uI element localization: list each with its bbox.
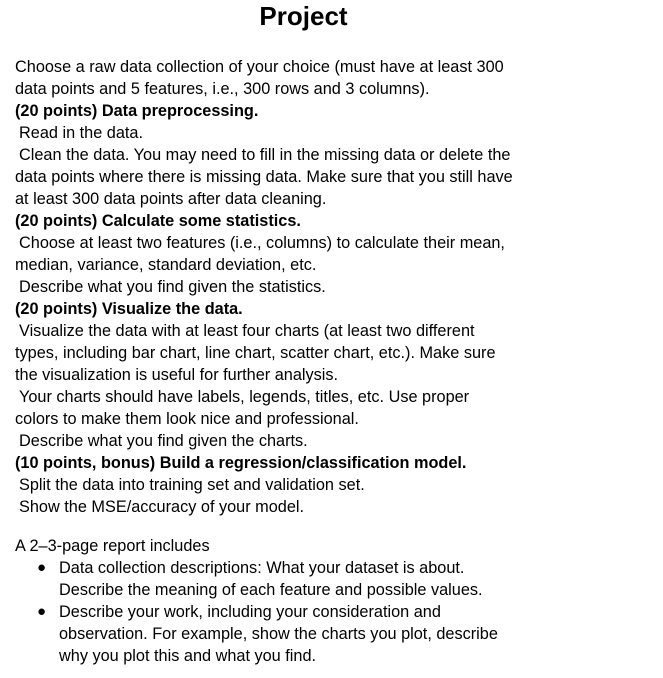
section-line: Choose at least two features (i.e., columns) to calculate their mean, bbox=[19, 234, 505, 252]
bullet-line: why you plot this and what you find. bbox=[59, 647, 317, 665]
section-line: Describe what you find given the charts. bbox=[19, 432, 308, 450]
bullet-line: Describe your work, including your consideration and bbox=[59, 603, 441, 621]
section-line: Your charts should have labels, legends, titles, etc. Use proper bbox=[19, 388, 470, 406]
section-line: Split the data into training set and validation set. bbox=[19, 476, 365, 494]
intro-line: Choose a raw data collection of your choice (must have at least 300 bbox=[15, 58, 504, 76]
bullet-line: observation. For example, show the charts you plot, describe bbox=[59, 625, 498, 643]
section-line: the visualization is useful for further analysis. bbox=[15, 366, 339, 384]
page-title: Project bbox=[259, 1, 348, 31]
section-line: colors to make them look nice and professional. bbox=[15, 410, 359, 428]
section-line: Describe what you find given the statistics. bbox=[19, 278, 326, 296]
document-body bbox=[15, 56, 615, 667]
section-line: Clean the data. You may need to fill in the missing data or delete the bbox=[19, 146, 511, 164]
section-heading-statistics: (20 points) Calculate some statistics. bbox=[15, 212, 301, 230]
bullet-icon: ● bbox=[37, 603, 47, 620]
section-line: data points where there is missing data. Make sure that you still have bbox=[15, 168, 513, 186]
section-line: Visualize the data with at least four charts (at least two different bbox=[19, 322, 475, 340]
report-bullet-list bbox=[15, 557, 615, 667]
report-heading: A 2–3-page report includes bbox=[15, 537, 210, 555]
section-heading-model: (10 points, bonus) Build a regression/classification model. bbox=[15, 454, 467, 472]
section-line: Show the MSE/accuracy of your model. bbox=[19, 498, 305, 516]
list-item bbox=[15, 601, 615, 667]
section-heading-preprocessing: (20 points) Data preprocessing. bbox=[15, 102, 259, 120]
list-item bbox=[15, 557, 615, 601]
section-line: at least 300 data points after data cleaning. bbox=[15, 190, 327, 208]
bullet-line: Describe the meaning of each feature and possible values. bbox=[59, 581, 483, 599]
section-heading-visualize: (20 points) Visualize the data. bbox=[15, 300, 243, 318]
intro-line: data points and 5 features, i.e., 300 rows and 3 columns). bbox=[15, 80, 430, 98]
section-line: median, variance, standard deviation, etc. bbox=[15, 256, 317, 274]
bullet-icon: ● bbox=[37, 559, 47, 576]
section-line: Read in the data. bbox=[19, 124, 144, 142]
bullet-line: Data collection descriptions: What your dataset is about. bbox=[59, 559, 465, 577]
section-line: types, including bar chart, line chart, scatter chart, etc.). Make sure bbox=[15, 344, 496, 362]
paragraph-gap bbox=[15, 518, 615, 535]
